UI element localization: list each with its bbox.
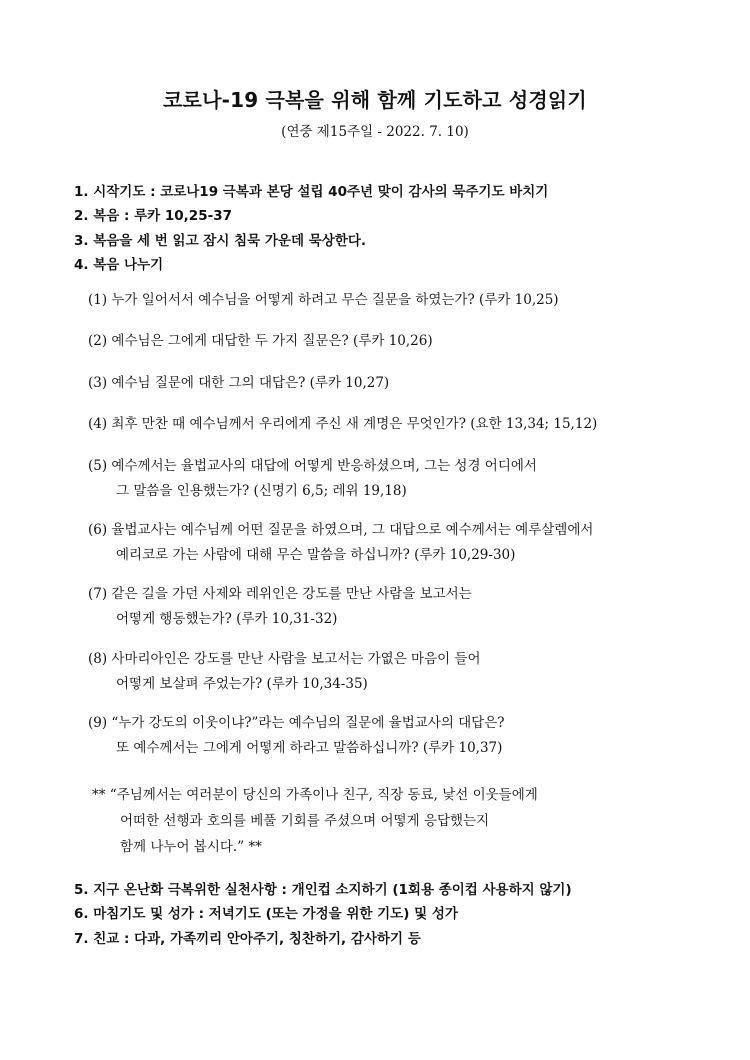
item-gospel-sharing: 4. 복음 나누기	[74, 257, 164, 273]
page-subtitle: (연중 제15주일 - 2022. 7. 10)	[281, 124, 469, 140]
question-line: (5) 예수께서는 율법교사의 대답에 어떻게 반응하셨으며, 그는 성경 어디에서	[88, 458, 537, 474]
question-line: (7) 같은 길을 가던 사제와 레위인은 강도를 만난 사람을 보고서는	[88, 586, 472, 602]
item-opening-prayer: 1. 시작기도 : 코로나19 극복과 본당 설립 40주년 맞이 감사의 묵주기도 바치기	[74, 184, 549, 200]
question-continuation: 예리코로 가는 사람에 대해 무슨 말씀을 하십니까? (루카 10,29-30)	[116, 547, 516, 563]
item-gospel: 2. 복음 : 루카 10,25-37	[74, 208, 232, 224]
question-2	[88, 329, 433, 354]
question-5	[88, 454, 537, 504]
note-line: 어떠한 선행과 호의를 베풀 기회를 주셨으며 어떻게 응답했는지	[120, 813, 490, 829]
question-7	[88, 582, 472, 632]
question-line: (2) 예수님은 그에게 대답한 두 가지 질문은? (루카 10,26)	[88, 333, 433, 349]
question-line: (4) 최후 만찬 때 예수님께서 우리에게 주신 새 계명은 무엇인가? (요한 13,34; 15,12)	[88, 416, 598, 432]
question-9	[88, 711, 505, 761]
question-line: (3) 예수님 질문에 대한 그의 대답은? (루카 10,27)	[88, 375, 390, 391]
page-title: 코로나-19 극복을 위해 함께 기도하고 성경읽기	[163, 88, 587, 112]
question-line: (9) “누가 강도의 이웃이냐?”라는 예수님의 질문에 율법교사의 대답은?	[88, 715, 505, 731]
question-continuation: 그 말씀을 인용했는가? (신명기 6,5; 레위 19,18)	[116, 483, 407, 499]
item-meditation: 3. 복음을 세 번 읽고 잠시 침묵 가운데 묵상한다.	[74, 233, 366, 249]
question-continuation: 또 예수께서는 그에게 어떻게 하라고 말씀하십니까? (루카 10,37)	[116, 740, 503, 756]
item-climate-action: 5. 지구 온난화 극복위한 실천사항 : 개인컵 소지하기 (1회용 종이컵 사용하지 않기)	[74, 882, 572, 898]
item-fellowship: 7. 친교 : 다과, 가족끼리 안아주기, 칭찬하기, 감사하기 등	[74, 931, 421, 947]
question-6	[88, 518, 593, 568]
question-3	[88, 371, 389, 396]
question-continuation: 어떻게 보살펴 주었는가? (루카 10,34-35)	[116, 676, 368, 692]
question-line: (8) 사마리아인은 강도를 만난 사람을 보고서는 가엾은 마음이 들어	[88, 651, 481, 667]
note-line: ** “주님께서는 여러분이 당신의 가족이나 친구, 직장 동료, 낯선 이웃들에게	[92, 787, 538, 803]
question-continuation: 어떻게 행동했는가? (루카 10,31-32)	[116, 611, 338, 627]
note-line: 함께 나누어 봅시다.” **	[120, 839, 262, 855]
question-8	[88, 647, 481, 697]
question-4	[88, 412, 597, 437]
question-line: (6) 율법교사는 예수님께 어떤 질문을 하였으며, 그 대답으로 예수께서는 예루살렘에서	[88, 522, 594, 538]
question-line: (1) 누가 일어서서 예수님을 어떻게 하려고 무슨 질문을 하였는가? (루카 10,25)	[88, 292, 559, 308]
sharing-note	[92, 782, 538, 860]
item-closing-prayer: 6. 마침기도 및 성가 : 저녁기도 (또는 가정을 위한 기도) 및 성가	[74, 906, 458, 922]
question-1	[88, 288, 559, 313]
